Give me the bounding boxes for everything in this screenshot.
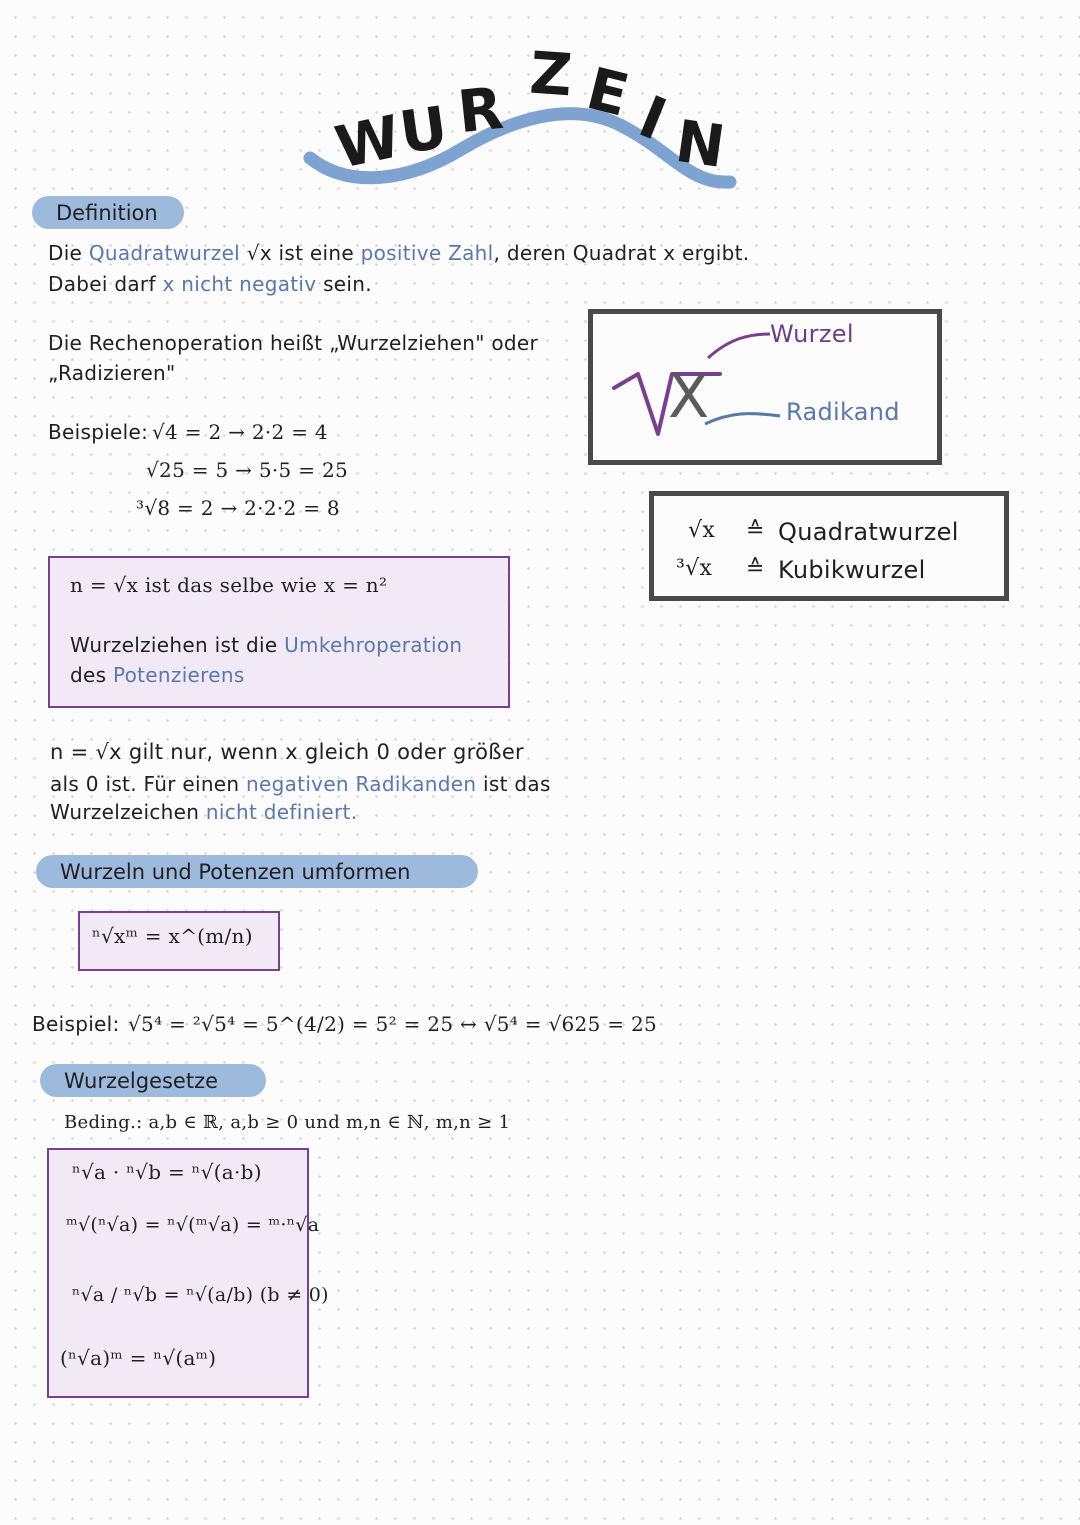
example-2: √25 = 5 → 5·5 = 25	[146, 458, 348, 482]
legend-symbol-square: √x	[688, 518, 716, 543]
text-segment: negativen Radikanden	[246, 772, 477, 796]
title-letter-4: Z	[527, 38, 575, 110]
note-line-3	[50, 800, 357, 824]
definition-line-2	[48, 272, 372, 296]
definition-line-1	[48, 241, 749, 265]
text-segment: als 0 ist. Für einen	[50, 772, 247, 796]
text-segment: Umkehroperation	[284, 633, 463, 657]
inverse-line-1: n = √x ist das selbe wie x = n²	[70, 573, 388, 597]
law-3: ⁿ√a / ⁿ√b = ⁿ√(a/b) (b ≠ 0)	[72, 1284, 329, 1306]
label-wurzel: Wurzel	[770, 320, 854, 348]
law-2: ᵐ√(ⁿ√a) = ⁿ√(ᵐ√a) = ᵐ·ⁿ√a	[66, 1214, 320, 1236]
inverse-line-2	[70, 633, 462, 657]
text-segment: Wurzelzeichen	[50, 800, 206, 824]
transform-heading: Wurzeln und Potenzen umformen	[36, 855, 478, 888]
note-line-2	[50, 772, 551, 796]
legend-box	[649, 491, 1009, 601]
text-segment: √x ist eine	[240, 241, 361, 265]
text-segment: Potenzierens	[112, 663, 245, 687]
examples-label: Beispiele:	[48, 420, 149, 444]
text-segment: nicht definiert.	[205, 800, 358, 824]
note-line-1: n = √x gilt nur, wenn x gleich 0 oder größer	[50, 740, 524, 764]
law-1: ⁿ√a · ⁿ√b = ⁿ√(a·b)	[72, 1160, 262, 1184]
transform-example-label: Beispiel:	[32, 1012, 120, 1036]
text-segment: sein.	[316, 272, 372, 296]
example-3: ³√8 = 2 → 2·2·2 = 8	[136, 496, 340, 520]
radicand-x: X	[668, 362, 710, 432]
title-letter-6: I	[630, 82, 676, 154]
inverse-line-3	[70, 663, 245, 687]
text-segment: ist das	[476, 772, 551, 796]
law-4: (ⁿ√a)ᵐ = ⁿ√(aᵐ)	[60, 1346, 217, 1370]
text-segment: , deren Quadrat x ergibt.	[493, 241, 750, 265]
text-segment: Die	[48, 241, 89, 265]
example-1: √4 = 2 → 2·2 = 4	[152, 420, 328, 444]
laws-condition: Beding.: a,b ∈ ℝ, a,b ≥ 0 und m,n ∈ ℕ, m,n ≥ 1	[64, 1112, 511, 1133]
title-letter-3: R	[454, 73, 507, 147]
title-letter-2: U	[395, 93, 452, 167]
legend-text-cube: Kubikwurzel	[778, 556, 926, 584]
laws-heading: Wurzelgesetze	[40, 1064, 266, 1097]
title-letter-5: E	[580, 54, 636, 130]
text-segment: positive Zahl	[360, 241, 494, 265]
text-segment: Wurzelziehen ist die	[70, 633, 285, 657]
legend-corresponds-2: ≙	[746, 556, 765, 581]
transform-example: √5⁴ = ²√5⁴ = 5^(4/2) = 5² = 25 ↔ √5⁴ = √625 = 25	[128, 1012, 658, 1036]
text-segment: Quadratwurzel	[88, 241, 241, 265]
text-segment: des	[70, 663, 113, 687]
operation-line-2: „Radizieren"	[48, 361, 176, 385]
root-diagram-icon	[600, 316, 930, 456]
definition-heading: Definition	[32, 196, 184, 229]
legend-corresponds-1: ≙	[746, 518, 765, 543]
label-radikand: Radikand	[786, 398, 900, 426]
legend-text-square: Quadratwurzel	[778, 518, 959, 546]
text-segment: x nicht negativ	[162, 272, 317, 296]
text-segment: Dabei darf	[48, 272, 163, 296]
transform-formula: ⁿ√xᵐ = x^(m/n)	[92, 924, 253, 948]
title-letter-7: N	[671, 106, 730, 182]
legend-symbol-cube: ³√x	[676, 556, 713, 581]
operation-line-1: Die Rechenoperation heißt „Wurzelziehen" oder	[48, 331, 539, 355]
title-letter-1: W	[329, 102, 407, 182]
